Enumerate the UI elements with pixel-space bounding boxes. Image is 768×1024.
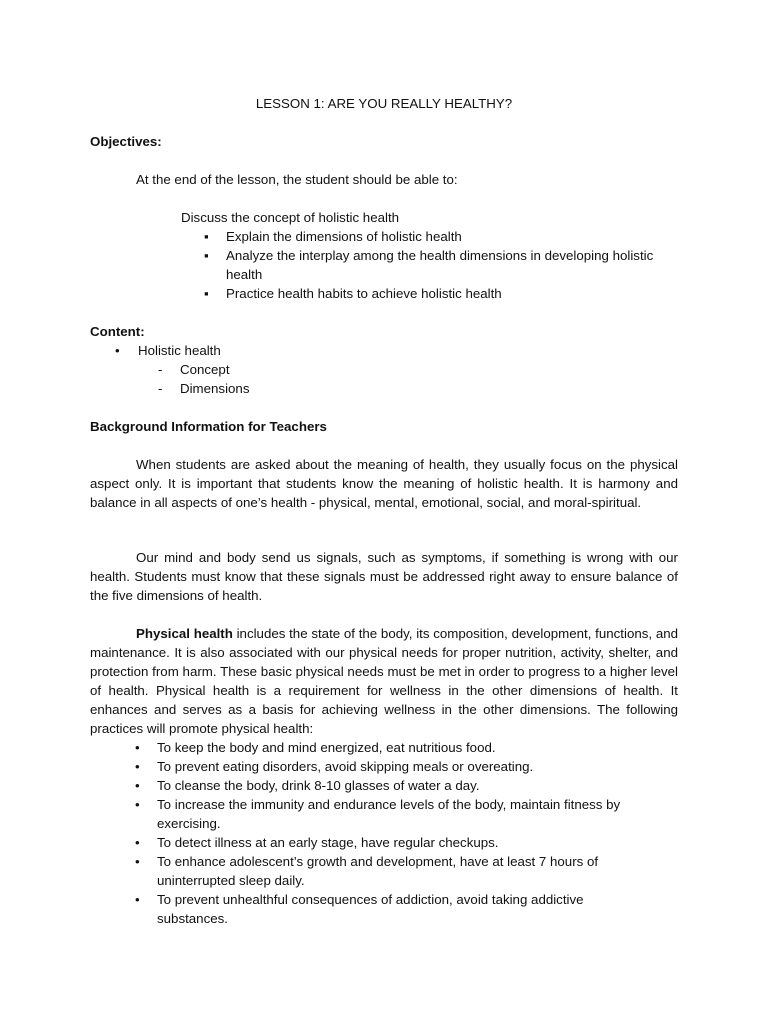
objectives-intro: At the end of the lesson, the student should be able to:	[136, 172, 458, 187]
bullet-icon: •	[135, 740, 140, 755]
content-topic: Holistic health	[138, 343, 221, 358]
physical-health-term: Physical health	[136, 626, 233, 641]
list-item: • To detect illness at an early stage, have regular checkups.	[135, 835, 499, 850]
bullet-icon: •	[135, 778, 140, 793]
list-item: • To increase the immunity and endurance levels of the body, maintain fitness by exercising.	[135, 797, 621, 831]
list-item: • To enhance adolescent’s growth and development, have at least 7 hours of uninterrupted sleep daily.	[135, 854, 599, 888]
list-item: ▪ Explain the dimensions of holistic health	[204, 229, 462, 244]
content-subtopic-concept: Concept	[180, 362, 230, 377]
square-bullet-icon: ▪	[204, 229, 209, 244]
bullet-icon: •	[135, 892, 140, 907]
background-heading: Background Information for Teachers	[90, 419, 327, 434]
square-bullet-icon: ▪	[204, 248, 209, 263]
content-heading: Content:	[90, 324, 145, 339]
background-paragraph-3: Physical health includes the state of the body, its composition, development, functions, and maintenance. It is also associated with our physical needs for proper nutrition, activity, shelter, and protection from harm. These basic physical needs must be met in order to progress to a higher level of health. Physical health is a requirement for wellness in the other dimensions of health. It enhances and serves as a basis for achieving wellness in the other dimensions. The following practices will promote physical health:	[90, 626, 678, 736]
physical-health-practices-list	[135, 738, 635, 928]
bullet-icon: •	[135, 835, 140, 850]
list-item: • To cleanse the body, drink 8-10 glasses of water a day.	[135, 778, 480, 793]
objective-first-item: Discuss the concept of holistic health	[181, 210, 400, 225]
content-subtopic-dimensions: Dimensions	[180, 381, 250, 396]
lesson-title: LESSON 1: ARE YOU REALLY HEALTHY?	[255, 96, 513, 111]
background-paragraph-1: When students are asked about the meaning of health, they usually focus on the physical aspect only. It is important that students know the meaning of holistic health. It is harmony and balance in all aspects of one’s health - physical, mental, emotional, social, and moral-spiritual.	[90, 457, 678, 510]
list-item: • To prevent eating disorders, avoid skipping meals or overeating.	[135, 759, 534, 774]
bullet-icon: •	[135, 854, 140, 869]
objectives-list	[204, 227, 688, 303]
list-item: ▪ Analyze the interplay among the health dimensions in developing holistic health	[204, 248, 654, 282]
background-paragraph-2: Our mind and body send us signals, such as symptoms, if something is wrong with our health. Students must know that these signals must be addressed right away to ensure balance of the five dimensions of health.	[90, 550, 678, 603]
bullet-icon: •	[115, 343, 120, 358]
list-item: • To keep the body and mind energized, eat nutritious food.	[135, 740, 496, 755]
bullet-icon: •	[135, 797, 140, 812]
list-item: • To prevent unhealthful consequences of addiction, avoid taking addictive substances.	[135, 892, 584, 926]
dash-icon: -	[158, 381, 163, 396]
dash-icon: -	[158, 362, 163, 377]
list-item: ▪ Practice health habits to achieve holistic health	[204, 286, 502, 301]
bullet-icon: •	[135, 759, 140, 774]
objectives-heading: Objectives:	[90, 134, 162, 149]
square-bullet-icon: ▪	[204, 286, 209, 301]
